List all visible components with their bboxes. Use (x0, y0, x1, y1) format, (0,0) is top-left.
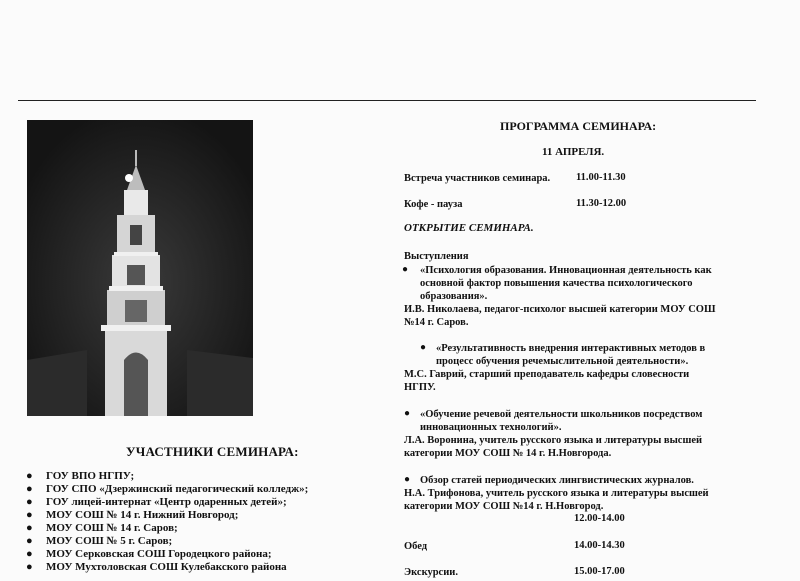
program-title: ПРОГРАММА СЕМИНАРА: (500, 119, 657, 133)
talk-2-speaker-line: М.С. Гаврий, старший преподаватель кафедры словесности (404, 369, 690, 380)
talks-time: 12.00-14.00 (574, 513, 625, 524)
schedule-meeting-label: Встреча участников семинара. (404, 173, 551, 184)
header-rule (18, 100, 756, 101)
schedule-coffee-label: Кофе - пауза (404, 199, 463, 210)
talk-1-title-line: образования». (420, 291, 488, 302)
program-date: 11 АПРЕЛЯ. (542, 146, 605, 158)
talk-1-speaker-line: И.В. Николаева, педагог-психолог высшей категории МОУ СОШ (404, 304, 716, 315)
opening-heading: ОТКРЫТИЕ СЕМИНАРА. (404, 222, 534, 234)
talk-2-title-line: «Результативность внедрения интерактивных методов в (436, 343, 706, 354)
list-item: ● ГОУ СПО «Дзержинский педагогический колледж»; (26, 483, 309, 495)
schedule-coffee-time: 11.30-12.00 (576, 198, 627, 209)
talk-4-title-line: Обзор статей периодических лингвистических журналов. (420, 475, 694, 486)
list-item: ● МОУ Серковская СОШ Городецкого района; (26, 548, 272, 560)
schedule-meeting-time: 11.00-11.30 (576, 172, 626, 183)
talk-2-speaker-line: НГПУ. (404, 382, 436, 393)
excursions-label: Экскурсии. (404, 567, 458, 578)
talk-4-speaker-line: категории МОУ СОШ №14 г. Н.Новгород. (404, 501, 604, 512)
talk-1-title-line: «Психология образования. Инновационная деятельность как (420, 265, 712, 276)
talk-4-speaker-line: Н.А. Трифонова, учитель русского языка и литературы высшей (404, 488, 709, 499)
list-item: ● ГОУ лицей-интернат «Центр одаренных детей»; (26, 496, 287, 508)
talk-3-title-line: инновационных технологий». (420, 422, 562, 433)
list-item: ● МОУ СОШ № 14 г. Нижний Новгород; (26, 509, 239, 521)
lunch-label: Обед (404, 541, 428, 552)
talk-3-speaker-line: Л.А. Воронина, учитель русского языка и литературы высшей (404, 435, 703, 446)
talk-1-speaker-line: №14 г. Саров. (404, 317, 469, 328)
talk-2-title-line: процесс обучения речемыслительной деятельности». (436, 356, 689, 367)
talks-heading: Выступления (404, 251, 469, 262)
list-item: ● МОУ СОШ № 14 г. Саров; (26, 522, 178, 534)
talk-3-title-line: «Обучение речевой деятельности школьников посредством (420, 409, 703, 420)
talk-3-speaker-line: категории МОУ СОШ № 14 г. Н.Новгорода. (404, 448, 612, 459)
lunch-time: 14.00-14.30 (574, 540, 625, 551)
excursions-time: 15.00-17.00 (574, 566, 625, 577)
talk-bullet: ● (402, 264, 409, 275)
list-item: ● МОУ Мухтоловская СОШ Кулебакского района (26, 561, 287, 573)
talk-bullet: ● (404, 408, 411, 419)
participants-list (26, 470, 326, 574)
talk-1-title-line: основной фактор повышения качества психологического (420, 278, 693, 289)
list-item: ● ГОУ ВПО НГПУ; (26, 470, 135, 482)
list-item: ● МОУ СОШ № 5 г. Саров; (26, 535, 173, 547)
talk-bullet: ● (404, 474, 411, 485)
talk-bullet: ● (420, 342, 427, 353)
participants-title: УЧАСТНИКИ СЕМИНАРА: (126, 444, 299, 459)
bell-tower-photo (27, 120, 253, 416)
